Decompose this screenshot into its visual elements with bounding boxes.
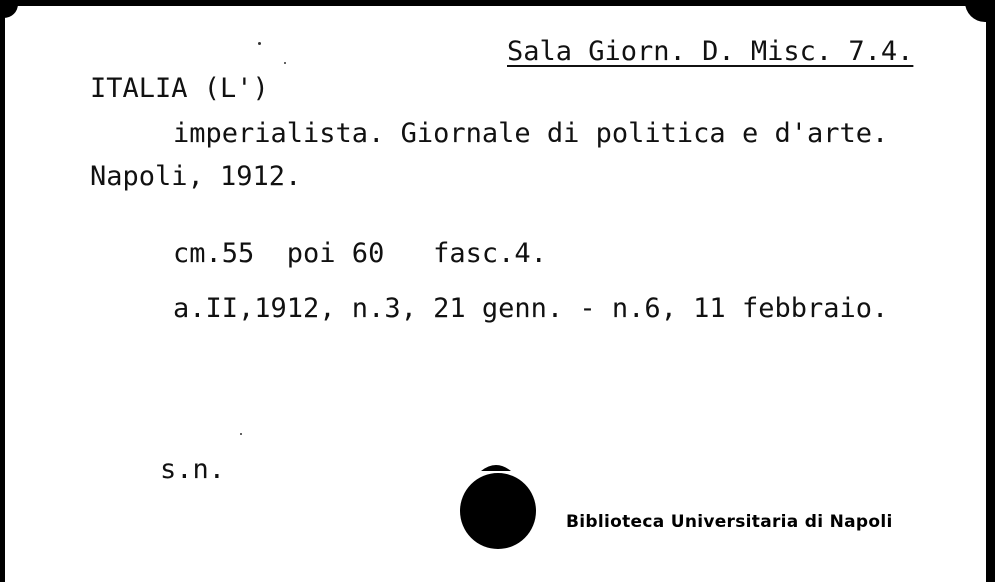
library-stamp-seal — [460, 473, 536, 549]
shelfmark: Sala Giorn. D. Misc. 7.4. — [507, 36, 914, 67]
card-border-right — [986, 0, 995, 582]
library-stamp-text: Biblioteca Universitaria di Napoli — [566, 512, 893, 532]
card-border-top — [0, 0, 995, 6]
sine-nomine-note: s.n. — [160, 454, 226, 485]
paper-speck — [258, 42, 261, 45]
paper-speck — [284, 62, 286, 64]
entry-heading: ITALIA (L') — [90, 73, 269, 104]
stamp-crown-icon — [479, 461, 513, 473]
place-date-line: Napoli, 1912. — [90, 161, 302, 192]
size-line: cm.55 poi 60 fasc.4. — [173, 238, 547, 269]
holdings-line: a.II,1912, n.3, 21 genn. - n.6, 11 febbraio. — [173, 293, 889, 324]
card-corner-top-left — [0, 0, 18, 18]
title-line: imperialista. Giornale di politica e d'arte. — [173, 118, 889, 149]
paper-speck — [240, 433, 242, 435]
card-corner-top-right — [965, 0, 995, 22]
card-border-left — [0, 0, 5, 582]
